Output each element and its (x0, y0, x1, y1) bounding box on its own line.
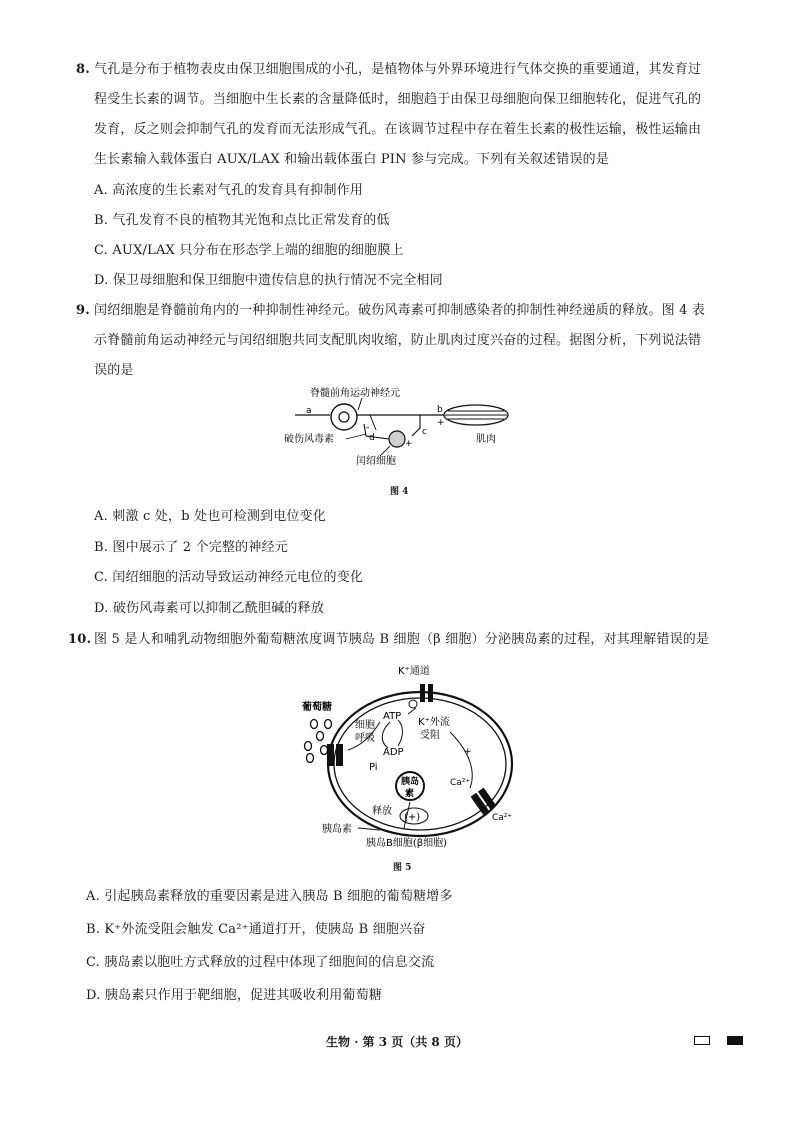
fig5-label-k-efflux-2: 受阻 (420, 730, 440, 741)
q9-option-c: C. 闰绍细胞的活动导致运动神经元电位的变化 (94, 570, 364, 585)
figure-4-caption: 图 4 (390, 487, 409, 497)
footer-empty-box (694, 1036, 710, 1045)
figure-5-caption: 图 5 (393, 863, 412, 873)
q8-stem-line-3: 发育，反之则会抑制气孔的发育而无法形成气孔。在该调节过程中存在着生长素的极性运输，极性运输由 (94, 122, 702, 137)
q8-stem-line-1: 气孔是分布于植物表皮由保卫细胞围成的小孔，是植物体与外界环境进行气体交换的重要通道，其发育过 (94, 62, 702, 77)
q10-stem-line-1: 图 5 是人和哺乳动物细胞外葡萄糖浓度调节胰岛 B 细胞（β 细胞）分泌胰岛素的过程，对其理解错误的是 (94, 632, 710, 647)
fig4-label-muscle: 肌肉 (476, 434, 496, 445)
q10-number: 10. (68, 632, 92, 647)
fig4-label-plus-c: + (405, 439, 413, 449)
fig4-label-minus: - (366, 423, 370, 433)
fig5-label-k-channel: K⁺通道 (398, 666, 430, 677)
q10-option-c: C. 胰岛素以胞吐方式释放的过程中体现了细胞间的信息交流 (86, 955, 435, 970)
fig5-label-release-plus: (+) (404, 812, 421, 823)
fig5-label-adp: ADP (383, 747, 404, 758)
fig5-label-cell-name: 胰岛B细胞(β细胞) (366, 838, 448, 849)
fig5-label-resp-1: 细胞 (355, 720, 375, 731)
fig5-label-ca-inner: Ca²⁺ (450, 778, 471, 788)
renshaw-cell-body (389, 431, 405, 447)
q8-option-c: C. AUX/LAX 只分布在形态学上端的细胞的细胞膜上 (94, 243, 404, 258)
fig5-label-pi: Pi (369, 762, 378, 773)
q9-stem-line-3: 误的是 (94, 363, 134, 378)
fig5-label-glucose: 葡萄糖 (302, 702, 332, 713)
figure-5-beta-cell-diagram (300, 662, 530, 852)
q8-option-d: D. 保卫母细胞和保卫细胞中遗传信息的执行情况不完全相同 (94, 273, 443, 288)
q9-option-a: A. 刺激 c 处，b 处也可检测到电位变化 (94, 509, 327, 524)
q9-option-b: B. 图中展示了 2 个完整的神经元 (94, 540, 288, 555)
q8-option-a: A. 高浓度的生长素对气孔的发育具有抑制作用 (94, 183, 364, 198)
figure-4-neuron-diagram (280, 384, 520, 478)
fig5-label-granule-2: 素 (405, 789, 415, 799)
fig4-label-b: b (437, 405, 443, 415)
motor-neuron-nucleus (339, 412, 349, 422)
q8-stem-line-2: 程受生长素的调节。当细胞中生长素的含量降低时，细胞趋于由保卫母细胞向保卫细胞转化，促进气孔的 (94, 92, 702, 107)
fig5-label-resp-2: 呼吸 (355, 733, 375, 744)
page-footer: 生物 · 第 3 页（共 8 页） (326, 1035, 468, 1049)
q9-stem-line-1: 闰绍细胞是脊髓前角内的一种抑制性神经元。破伤风毒素可抑制感染者的抑制性神经递质的释放。图 4 表 (94, 303, 706, 318)
fig5-label-insulin-out: 胰岛素 (322, 824, 352, 835)
q9-option-d: D. 破伤风毒素可以抑制乙酰胆碱的释放 (94, 601, 325, 616)
q10-option-a: A. 引起胰岛素释放的重要因素是进入胰岛 B 细胞的葡萄糖增多 (86, 889, 453, 904)
q10-option-b: B. K⁺外流受阻会触发 Ca²⁺通道打开，使胰岛 B 细胞兴奋 (86, 922, 426, 937)
fig4-label-d: d (369, 433, 375, 443)
k-channel-p-site (409, 700, 417, 708)
fig4-label-plus-b: + (437, 418, 445, 428)
q10-option-d: D. 胰岛素只作用于靶细胞，促进其吸收利用葡萄糖 (86, 988, 383, 1003)
fig4-label-renshaw: 闰绍细胞 (356, 456, 396, 467)
fig5-label-plus-right: + (464, 747, 472, 757)
q9-number: 9. (76, 303, 90, 318)
fig5-label-granule-1: 胰岛 (401, 777, 420, 787)
q8-number: 8. (76, 62, 90, 77)
q8-stem-line-4: 生长素输入载体蛋白 AUX/LAX 和输出载体蛋白 PIN 参与完成。下列有关叙述错误的是 (94, 152, 610, 167)
fig5-label-k-efflux-1: K⁺外流 (418, 717, 450, 728)
fig4-label-c: c (422, 427, 427, 437)
fig4-label-a: a (306, 406, 312, 416)
q8-option-b: B. 气孔发育不良的植物其光饱和点比正常发育的低 (94, 213, 390, 228)
footer-filled-box (727, 1036, 743, 1045)
fig4-label-toxin: 破伤风毒素 (284, 434, 334, 445)
fig5-label-ca-outer: Ca²⁺ (492, 813, 513, 823)
fig4-label-motor-neuron: 脊髓前角运动神经元 (310, 388, 400, 399)
q9-stem-line-2: 示脊髓前角运动神经元与闰绍细胞共同支配肌肉收缩，防止肌肉过度兴奋的过程。据图分析，下列说法错 (94, 333, 702, 348)
fig5-label-release: 释放 (372, 806, 392, 817)
glucose-transporter (327, 744, 334, 766)
fig5-label-atp: ATP (383, 711, 402, 722)
